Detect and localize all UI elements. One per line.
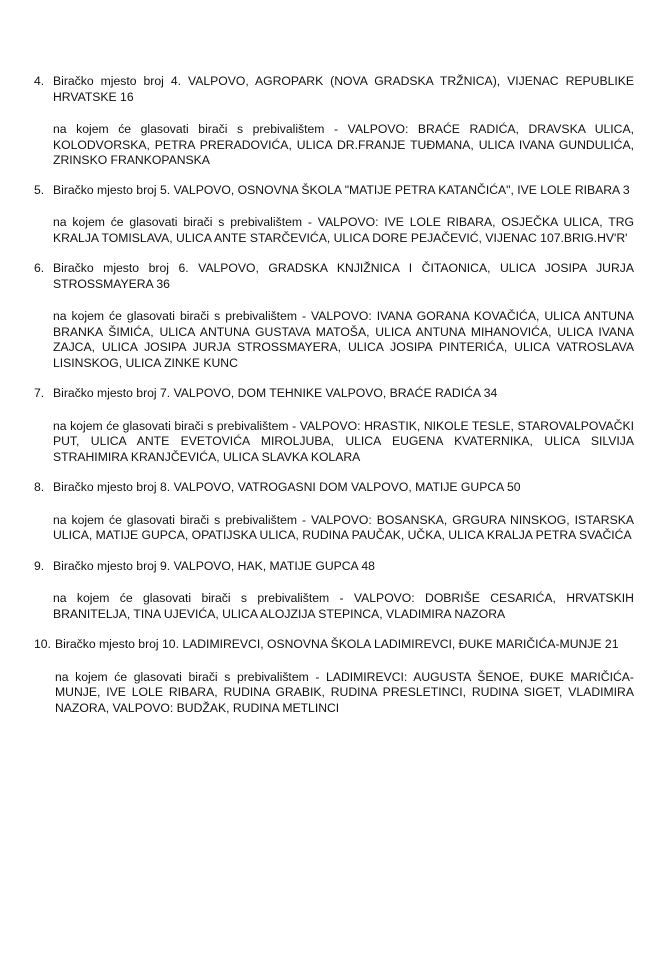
polling-station-heading: Biračko mjesto broj 6. VALPOVO, GRADSKA KNJIŽNICA I ČITAONICA, ULICA JOSIPA JURJA STROSSMAYERA 36: [53, 261, 634, 291]
voter-streets: na kojem će glasovati birači s prebivalištem - VALPOVO: IVANA GORANA KOVAČIĆA, ULICA ANTUNA BRANKA ŠIMIĆA, ULICA ANTUNA GUSTAVA MATOŠA, ULICA ANTUNA MIHANOVIĆA, ULICA IVANA ZAJCA, ULICA JOSIPA JURJA STROSSMAYERA, ULICA JOSIPA PINTERIĆA, ULICA VATROSLAVA LISINSKOG, ULICA ZINKE KUNC: [53, 309, 634, 370]
voter-streets: na kojem će glasovati birači s prebivalištem - VALPOVO: DOBRIŠE CESARIĆA, HRVATSKIH BRANITELJA, TINA UJEVIĆA, ULICA ALOJZIJA STEPINCA, VLADIMIRA NAZORA: [53, 591, 634, 621]
polling-station-heading: Biračko mjesto broj 10. LADIMIREVCI, OSNOVNA ŠKOLA LADIMIREVCI, ĐUKE MARIČIĆA-MUNJE 21: [55, 637, 619, 651]
item-number: 5.: [34, 182, 45, 197]
polling-station-heading: Biračko mjesto broj 5. VALPOVO, OSNOVNA ŠKOLA "MATIJE PETRA KATANČIĆA", IVE LOLE RIBARA 3: [53, 182, 630, 197]
polling-station-4: [34, 74, 634, 169]
voter-streets: na kojem će glasovati birači s prebivalištem - VALPOVO: IVE LOLE RIBARA, OSJEČKA ULICA, TRG KRALJA TOMISLAVA, ULICA ANTE STARČEVIĆA, ULICA DORE PEJAČEVIĆ, VIJENAC 107.BRIG.HV'R': [53, 215, 634, 245]
voter-streets: na kojem će glasovati birači s prebivalištem - VALPOVO: BRAĆE RADIĆA, DRAVSKA ULICA, KOLODVORSKA, PETRA PRERADOVIĆA, ULICA DR.FRANJE TUĐMANA, ULICA IVANA GUNDULIĆA, ZRINSKO FRANKOPANSKA: [53, 122, 634, 167]
polling-station-7: [34, 386, 634, 465]
item-number: 9.: [34, 558, 45, 573]
polling-station-10: [34, 637, 634, 716]
item-number: 8.: [34, 480, 45, 494]
polling-station-heading: Biračko mjesto broj 9. VALPOVO, HAK, MATIJE GUPCA 48: [53, 558, 375, 573]
voter-streets: na kojem će glasovati birači s prebivalištem - VALPOVO: HRASTIK, NIKOLE TESLE, STAROVALPOVAČKI PUT, ULICA ANTE EVETOVIĆA MIROLJUBA, ULICA EUGENA KVATERNIKA, ULICA SILVIJA STRAHIMIRA KRANJČEVIĆA, ULICA SLAVKA KOLARA: [53, 418, 634, 464]
item-number: 6.: [34, 261, 45, 275]
voter-streets: na kojem će glasovati birači s prebivalištem - LADIMIREVCI: AUGUSTA ŠENOE, ĐUKE MARIČIĆA-MUNJE, IVE LOLE RIBARA, RUDINA GRABIK, RUDINA PRESLETINCI, RUDINA SIGET, VLADIMIRA NAZORA, VALPOVO: BUDŽAK, RUDINA METLINCI: [55, 669, 634, 715]
polling-station-9: [34, 559, 634, 623]
polling-station-heading: Biračko mjesto broj 4. VALPOVO, AGROPARK (NOVA GRADSKA TRŽNICA), VIJENAC REPUBLIKE HRVATSKE 16: [53, 74, 634, 104]
item-number: 7.: [34, 386, 45, 400]
polling-station-6: [34, 261, 634, 371]
item-number: 4.: [34, 74, 45, 88]
polling-station-8: [34, 480, 634, 544]
polling-station-5: [34, 183, 634, 247]
polling-station-heading: Biračko mjesto broj 7. VALPOVO, DOM TEHNIKE VALPOVO, BRAĆE RADIĆA 34: [53, 386, 498, 400]
polling-station-heading: Biračko mjesto broj 8. VALPOVO, VATROGASNI DOM VALPOVO, MATIJE GUPCA 50: [53, 480, 521, 494]
voter-streets: na kojem će glasovati birači s prebivalištem - VALPOVO: BOSANSKA, GRGURA NINSKOG, ISTARSKA ULICA, MATIJE GUPCA, OPATIJSKA ULICA, RUDINA PAUČAK, UČKA, ULICA KRALJA PETRA SVAČIĆA: [53, 512, 634, 542]
item-number: 10.: [34, 637, 51, 651]
polling-station-list: [34, 74, 634, 716]
